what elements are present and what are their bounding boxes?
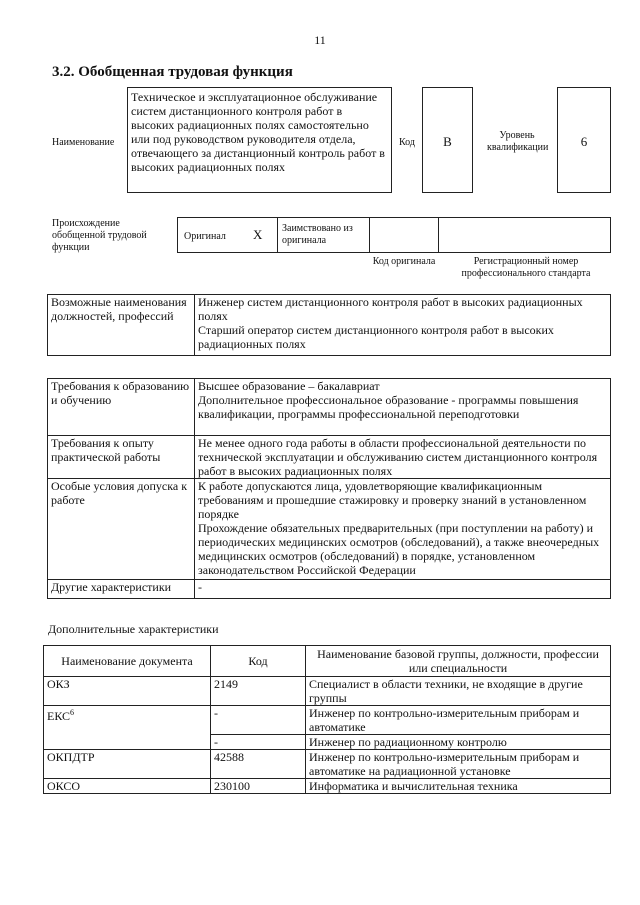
row-code: 42588	[211, 750, 306, 779]
row-doc: ОКСО	[44, 779, 211, 794]
level-label: Уровень квалификации	[487, 130, 549, 153]
section-title: 3.2. Обобщенная трудовая функция	[52, 64, 293, 80]
row-code: 2149	[211, 677, 306, 706]
row-code: 230100	[211, 779, 306, 794]
req-label: Требования к образованию и обучению	[48, 379, 195, 436]
level-value: 6	[580, 134, 588, 149]
req-line: Высшее образование – бакалавриат	[198, 379, 380, 393]
reg-number-label: Регистрационный номер профессионального стандарта	[461, 256, 591, 279]
header-doc: Наименование документа	[44, 646, 211, 677]
requirements-table	[47, 378, 611, 599]
positions-label: Возможные наименования должностей, профессий	[48, 295, 195, 356]
code-original-label: Код оригинала	[372, 256, 436, 267]
borrowed-label: Заимствовано из оригинала	[282, 223, 353, 246]
row-doc: ОКЗ	[44, 677, 211, 706]
header-name: Наименование базовой группы, должности, профессии или специальности	[306, 646, 611, 677]
original-mark: X	[253, 227, 263, 242]
additional-table	[43, 645, 611, 794]
req-label: Другие характеристики	[48, 580, 195, 599]
row-name: Инженер по контрольно-измерительным приборам и автоматике	[306, 706, 611, 735]
position-item: Старший оператор систем дистанционного контроля работ в высоких радиационных полях	[198, 323, 554, 351]
additional-title: Дополнительные характеристики	[48, 622, 219, 636]
row-code: -	[211, 735, 306, 750]
row-name: Инженер по контрольно-измерительным приборам и автоматике на радиационной установке	[306, 750, 611, 779]
table-row	[44, 677, 611, 706]
req-label: Требования к опыту практической работы	[48, 436, 195, 479]
row-name: Специалист в области техники, не входящие в другие группы	[306, 677, 611, 706]
req-line: Не менее одного года работы в области профессиональной деятельности по технической эксплуатации и обслуживанию систем дистанционного контроля работ в высоких радиационных полях	[198, 436, 598, 478]
code-label: Код	[399, 137, 415, 148]
row-doc: ОКПДТР	[44, 750, 211, 779]
position-item: Инженер систем дистанционного контроля работ в высоких радиационных полях	[198, 295, 583, 323]
req-line: -	[198, 580, 202, 594]
original-label: Оригинал	[184, 231, 226, 242]
page-number: 11	[314, 33, 326, 47]
code-value: В	[443, 134, 452, 149]
name-value: Техническое и эксплуатационное обслуживание систем дистанционного контроля работ в высоких радиационных полях самостоятельно или под руководством руководителя отдела, отвечающего за дистанционный контроль работ в высоких радиационных полях	[127, 87, 392, 193]
name-label: Наименование	[52, 137, 115, 148]
table-row	[44, 779, 611, 794]
row-code: -	[211, 706, 306, 735]
row-name: Информатика и вычислительная техника	[306, 779, 611, 794]
req-line: К работе допускаются лица, удовлетворяющие квалификационным требованиям и прошедшие стажировку и проверку знаний в установленном порядке	[198, 479, 587, 521]
table-row	[44, 750, 611, 779]
table-row	[44, 706, 611, 735]
origin-label: Происхождение обобщенной трудовой функции	[52, 218, 147, 253]
row-doc: ЕКС$^6$	[44, 706, 211, 750]
req-line: Дополнительное профессиональное образование - программы повышения квалификации, программы профессиональной переподготовки	[198, 393, 579, 421]
req-line: Прохождение обязательных предварительных (при поступлении на работу) и периодических медицинских осмотров (обследований), а также внеочередных медицинских осмотров (обследований) в порядке, установленном законодательством Российской Федерации	[198, 521, 600, 577]
req-label: Особые условия допуска к работе	[48, 479, 195, 580]
row-name: Инженер по радиационному контролю	[306, 735, 611, 750]
positions-values	[195, 295, 611, 356]
header-code: Код	[211, 646, 306, 677]
positions-table	[47, 294, 611, 356]
